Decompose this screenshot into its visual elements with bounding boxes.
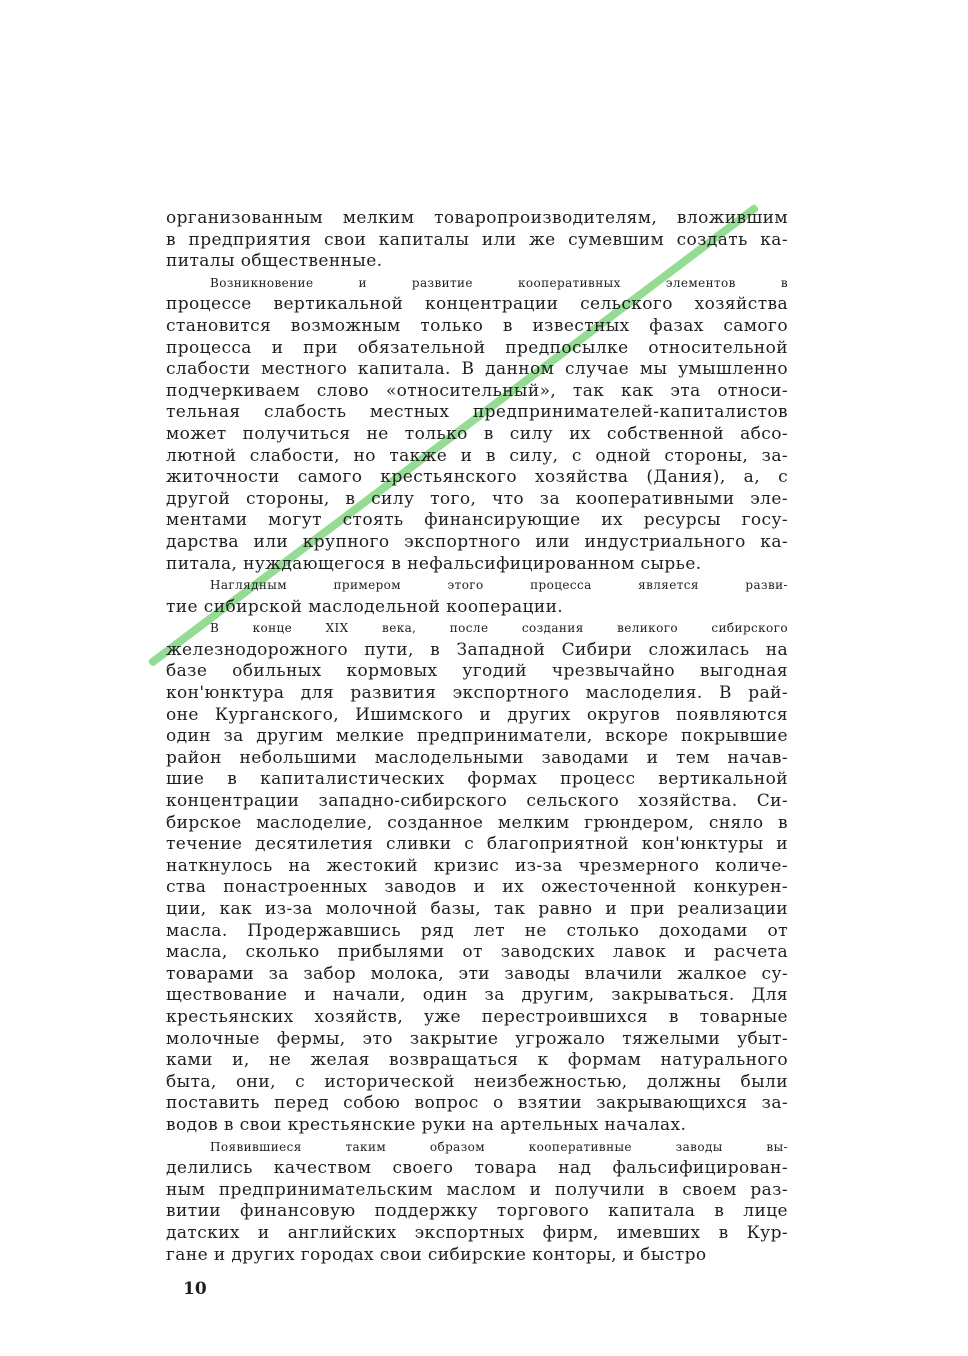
paragraph bbox=[166, 575, 788, 618]
paragraph bbox=[166, 273, 788, 575]
text-line: другой стороны, в силу того, что за кооперативными эле- bbox=[166, 488, 788, 509]
text-line: товарами за забор молока, эти заводы влачили жалкое су- bbox=[166, 963, 788, 984]
paragraph bbox=[166, 1137, 788, 1267]
text-line: молочные фермы, это закрытие угрожало тяжелыми убыт- bbox=[166, 1028, 788, 1049]
text-line: один за другим мелкие предприниматели, вскоре покрывшие bbox=[166, 726, 788, 747]
text-line: шие в капиталистических формах процесс вертикальной bbox=[166, 769, 788, 790]
text-line: гане и других городах свои сибирские конторы, и быстро bbox=[166, 1244, 707, 1265]
text-line: крестьянских хозяйств, уже перестроившихся в товарные bbox=[166, 1006, 788, 1027]
text-line: датских и английских экспортных фирм, имевших в Кур- bbox=[166, 1222, 788, 1243]
text-line: кон'юнктура для развития экспортного маслоделия. В рай- bbox=[166, 683, 788, 704]
text-line: становится возможным только в известных фазах самого bbox=[166, 315, 788, 336]
text-line: течение десятилетия сливки с благоприятной кон'юнктуры и bbox=[166, 834, 788, 855]
text-line: Возникновение и развитие кооперативных элементов в bbox=[210, 275, 788, 290]
text-line: тие сибирской маслодельной кооперации. bbox=[166, 596, 564, 617]
paragraph bbox=[166, 208, 788, 273]
text-line: В конце XIX века, после создания великого сибирского bbox=[210, 621, 788, 636]
body-text bbox=[166, 208, 788, 1266]
text-line: ками и, не желая возвращаться к формам натурального bbox=[166, 1050, 788, 1071]
text-line: масла. Продержавшись ряд лет не столько доходами от bbox=[166, 920, 788, 941]
text-line: витии финансовую поддержку торгового капитала в лице bbox=[166, 1201, 788, 1222]
text-line: тельная слабость местных предпринимателей-капиталистов bbox=[166, 402, 788, 423]
page-number: 10 bbox=[183, 1279, 207, 1299]
text-line: делились качеством своего товара над фальсифицирован- bbox=[166, 1158, 788, 1179]
text-line: подчеркиваем слово «относительный», так как эта относи- bbox=[166, 380, 788, 401]
text-line: ства понастроенных заводов и их ожесточенной конкурен- bbox=[166, 877, 788, 898]
text-line: концентрации западно-сибирского сельского хозяйства. Си- bbox=[166, 791, 788, 812]
text-line: поставить перед собою вопрос о взятии закрывающихся за- bbox=[166, 1093, 788, 1114]
text-line: Наглядным примером этого процесса является разви- bbox=[210, 578, 788, 593]
text-line: дарства или крупного экспортного или индустриального ка- bbox=[166, 531, 788, 552]
paragraph bbox=[166, 618, 788, 1136]
text-line: ции, как из-за молочной базы, так равно и при реализации bbox=[166, 899, 788, 919]
text-line: масла, сколько прибылями от заводских лавок и расчета bbox=[166, 942, 788, 963]
text-line: питала, нуждающегося в нефальсифицированном сырье. bbox=[166, 553, 702, 574]
text-line: железнодорожного пути, в Западной Сибири сложилась на bbox=[166, 639, 788, 660]
text-line: Появившиеся таким образом кооперативные заводы вы- bbox=[210, 1139, 788, 1154]
text-line: базе обильных кормовых угодий чрезвычайно выгодная bbox=[166, 661, 788, 682]
text-line: ществование и начали, один за другим, закрываться. Для bbox=[166, 985, 788, 1006]
text-line: процесса и при обязательной предпосылке относительной bbox=[166, 337, 788, 358]
text-line: наткнулось на жестокий кризис из-за чрезмерного количе- bbox=[166, 855, 788, 876]
text-line: организованным мелким товаропроизводителям, вложившим bbox=[166, 208, 788, 228]
text-line: район небольшими маслодельными заводами и тем начав- bbox=[166, 747, 788, 768]
text-line: процессе вертикальной концентрации сельского хозяйства bbox=[166, 294, 788, 315]
text-line: водов в свои крестьянские руки на артельных началах. bbox=[166, 1114, 687, 1135]
text-line: оне Курганского, Ишимского и других округов появляются bbox=[166, 704, 788, 725]
text-line: питалы общественные. bbox=[166, 251, 383, 272]
text-line: лютной слабости, но также и в силу, с одной стороны, за- bbox=[166, 445, 788, 466]
text-line: бирское маслоделие, созданное мелким грюндером, сняло в bbox=[166, 812, 788, 833]
text-line: слабости местного капитала. В данном случае мы умышленно bbox=[166, 359, 788, 380]
text-line: в предприятия свои капиталы или же сумевшим создать ка- bbox=[166, 229, 788, 250]
text-line: ным предпринимательским маслом и получили в своем раз- bbox=[166, 1179, 788, 1200]
text-line: может получиться не только в силу их собственной абсо- bbox=[166, 423, 788, 444]
text-line: житочности самого крестьянского хозяйства (Дания), а, с bbox=[166, 467, 788, 488]
text-line: ментами могут стоять финансирующие их ресурсы госу- bbox=[166, 510, 788, 531]
text-line: быта, они, с исторической неизбежностью, должны были bbox=[166, 1071, 788, 1092]
